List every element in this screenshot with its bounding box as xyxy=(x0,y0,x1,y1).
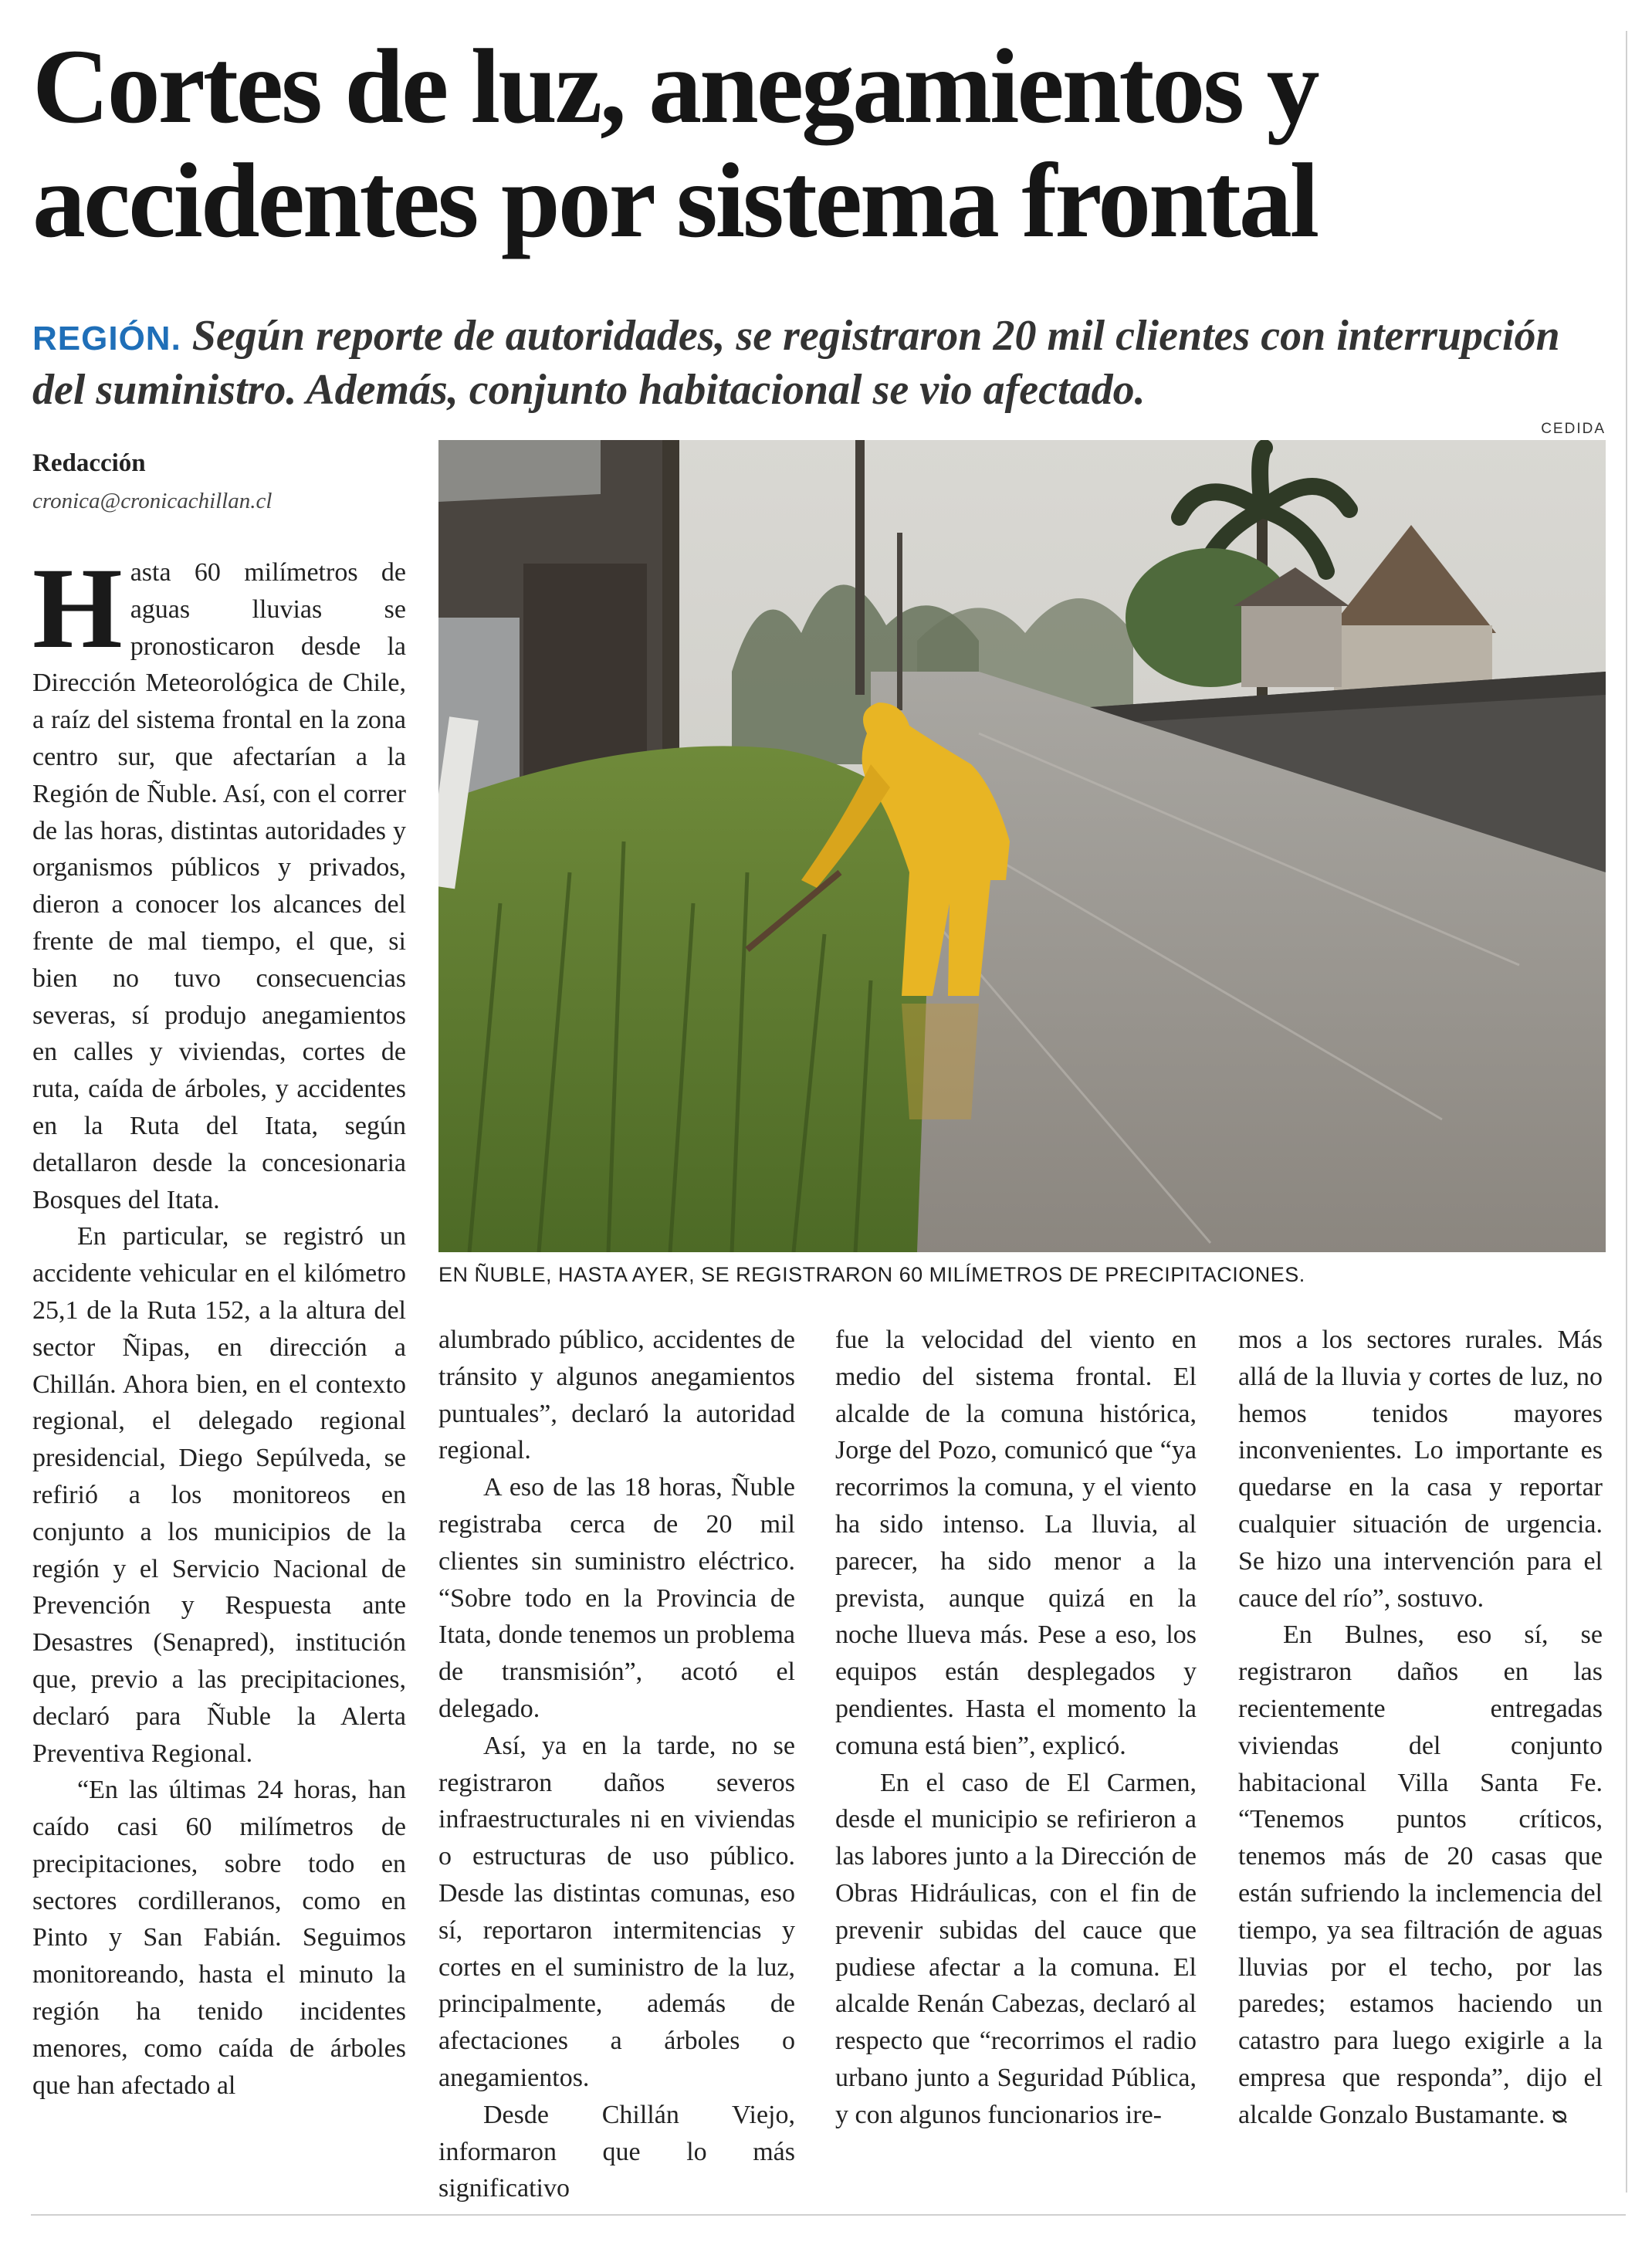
drop-cap: H xyxy=(32,544,123,672)
article-column-1 xyxy=(32,544,406,2104)
paragraph: A eso de las 18 horas, Ñuble registraba cerca de 20 mil clientes sin suministro eléctrico. “Sobre todo en la Provincia de Itata, donde tenemos un problema de transmisión”, acotó el delegado. xyxy=(438,1473,795,1723)
paragraph: Desde Chillán Viejo, informaron que lo más significativo xyxy=(438,2100,795,2203)
paragraph-text: En Bulnes, eso sí, se registraron daños en las recientemente entregadas viviendas del conjunto habitacional Villa Santa Fe. “Tenemos puntos críticos, tenemos más de 20 casas que están sufriendo la inclemencia del tiempo, ya sea filtración de aguas lluvias por el techo, por las paredes; estamos haciendo un catastro para luego exigirle a la empresa que responda”, dijo el alcalde Gonzalo Bustamante. xyxy=(1238,1620,1603,2129)
paragraph-continued: alumbrado público, accidentes de tránsito y algunos anegamientos puntuales”, declaró la autoridad regional. xyxy=(438,1326,795,1465)
paragraph xyxy=(32,544,406,1218)
flood-photo xyxy=(438,440,1606,1252)
deck-subtitle xyxy=(32,310,1615,415)
paragraph-continued: mos a los sectores rurales. Más allá de la lluvia y cortes de luz, no hemos tenidos mayores inconvenientes. Lo importante es quedarse en la casa y reportar cualquier situación de urgencia. Se hizo una intervención para el cauce del río”, sostuvo. xyxy=(1238,1326,1603,1613)
paragraph: En particular, se registró un accidente vehicular en el kilómetro 25,1 de la Ruta 152, a la altura del sector Ñipas, en dirección a Chillán. Ahora bien, en el contexto regional, el delegado regional presidencial, Diego Sepúlveda, se refirió a los monitoreos en conjunto a los municipios de la región y el Servicio Nacional de Prevención y Respuesta ante Desastres (Senapred), institución que, previo a las precipitaciones, declaró para Ñuble la Alerta Preventiva Regional. xyxy=(32,1222,406,1768)
flood-photo-illustration xyxy=(438,440,1606,1252)
right-column-rule xyxy=(1626,31,1627,2193)
photo-credit: CEDIDA xyxy=(1541,421,1606,437)
author-name: Redacción xyxy=(32,449,146,477)
article-column-4 xyxy=(1238,1322,1603,2135)
deck-text: Según reporte de autoridades, se registraron 20 mil clientes con interrupción del suministro. Además, conjunto habitacional se vio afectado. xyxy=(32,312,1560,414)
article-column-3 xyxy=(835,1322,1197,2134)
paragraph: “En las últimas 24 horas, han caído casi 60 milímetros de precipitaciones, sobre todo en sectores cordilleranos, como en Pinto y San Fabián. Seguimos monitoreando, hasta el minuto la región ha tenido incidentes menores, como caída de árboles que han afectado al xyxy=(32,1776,406,2100)
paragraph-continued: fue la velocidad del viento en medio del sistema frontal. El alcalde de la comuna histórica, Jorge del Pozo, comunicó que “ya recorrimos la comuna, y el viento ha sido intenso. La lluvia, al parecer, ha sido menor a la prevista, aunque quizá en la noche llueva más. Pese a eso, los equipos están desplegados y pendientes. Hasta el momento la comuna está bien”, explicó. xyxy=(835,1326,1197,1760)
photo-caption: EN ÑUBLE, HASTA AYER, SE REGISTRARON 60 MILÍMETROS DE PRECIPITACIONES. xyxy=(438,1263,1305,1286)
paragraph: En el caso de El Carmen, desde el municipio se refirieron a las labores junto a la Dirección de Obras Hidráulicas, con el fin de prevenir subidas del cauce que pudiese afectar a la comuna. El alcalde Renán Cabezas, declaró al respecto que “recorrimos el radio urbano junto a Seguridad Pública, y con algunos funcionarios ire- xyxy=(835,1768,1197,2129)
end-mark: ᴓ xyxy=(1551,2101,1568,2129)
byline xyxy=(32,449,418,514)
headline xyxy=(32,29,1607,258)
headline-line-1: Cortes de luz, anegamientos y xyxy=(32,27,1318,145)
paragraph: Así, ya en la tarde, no se registraron daños severos infraestructurales ni en viviendas o estructuras de uso público. Desde las distintas comunas, eso sí, reportaron intermitencias y cortes en el suministro de la luz, principalmente, además de afectaciones a árboles o anegamientos. xyxy=(438,1731,795,2092)
author-email: cronica@cronicachillan.cl xyxy=(32,489,273,513)
paragraph-text: asta 60 milímetros de aguas lluvias se pronosticaron desde la Dirección Meteorológica de Chile, a raíz del sistema frontal en la zona centro sur, que afectarían a la Región de Ñuble. Así, con el correr de las horas, distintas autoridades y organismos públicos y privados, dieron a conocer los alcances del frente de mal tiempo, el que, si bien no tuvo consecuencias severas, sí produjo anegamientos en calles y viviendas, cortes de ruta, caída de árboles, y accidentes en la Ruta del Itata, según detallaron desde la concesionaria Bosques del Itata. xyxy=(32,558,406,1214)
headline-line-2: accidentes por sistema frontal xyxy=(32,141,1318,259)
bottom-rule xyxy=(31,2214,1626,2216)
article-column-2 xyxy=(438,1322,795,2207)
section-tag: REGIÓN. xyxy=(32,320,181,357)
paragraph xyxy=(1238,1617,1603,2134)
